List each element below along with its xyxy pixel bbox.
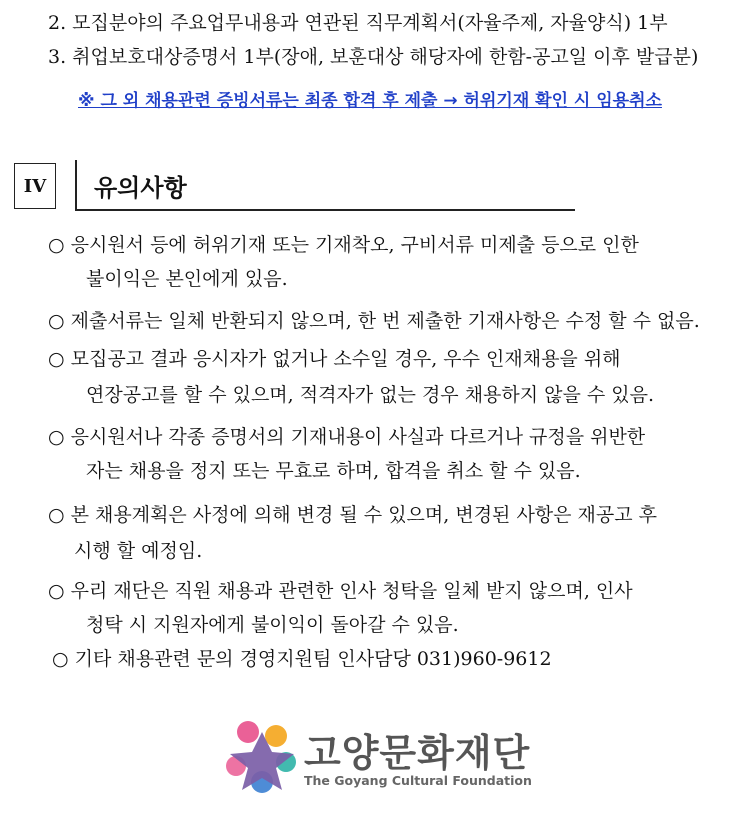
notice-item-1-line-2: 불이익은 본인에게 있음. xyxy=(86,268,288,290)
notice-item-1-line-1: ○ 응시원서 등에 허위기재 또는 기재착오, 구비서류 미제출 등으로 인한 xyxy=(48,234,639,256)
section-divider-vertical xyxy=(75,160,77,210)
notice-item-5-line-2: 시행 할 예정임. xyxy=(74,540,203,562)
notice-item-3-line-1: ○ 모집공고 결과 응시자가 없거나 소수일 경우, 우수 인재채용을 위해 xyxy=(48,348,621,370)
notice-item-7-line-1: ○ 기타 채용관련 문의 경영지원팀 인사담당 031)960-9612 xyxy=(52,648,552,670)
section-divider-horizontal xyxy=(75,209,575,211)
notice-item-6-line-2: 청탁 시 지원자에게 불이익이 돌아갈 수 있음. xyxy=(86,614,459,636)
notice-text: ※ 그 외 채용관련 증빙서류는 최종 합격 후 제출 → 허위기재 확인 시 임용취소 xyxy=(78,91,662,111)
notice-item-4-line-2: 자는 채용을 정지 또는 무효로 하며, 합격을 취소 할 수 있음. xyxy=(86,460,581,482)
section-title: 유의사항 xyxy=(94,174,187,202)
notice-item-2-line-1: ○ 제출서류는 일체 반환되지 않으며, 한 번 제출한 기재사항은 수정 할 수 없음. xyxy=(48,310,700,332)
notice-item-5-line-1: ○ 본 채용계획은 사정에 의해 변경 될 수 있으며, 변경된 사항은 재공고 후 xyxy=(48,504,658,526)
notice-item-6-line-1: ○ 우리 재단은 직원 채용과 관련한 인사 청탁을 일체 받지 않으며, 인사 xyxy=(48,580,633,602)
section-number-box: IV xyxy=(14,163,56,209)
logo-english-name: The Goyang Cultural Foundation xyxy=(304,773,532,788)
notice-item-3-line-2: 연장공고를 할 수 있으며, 적격자가 없는 경우 채용하지 않을 수 있음. xyxy=(86,384,655,406)
logo-korean-name: 고양문화재단 xyxy=(304,731,531,775)
doc-list-item-2: 2. 모집분야의 주요업무내용과 연관된 직무계획서(자율주제, 자율양식) 1부 xyxy=(48,12,668,34)
notice-item-4-line-1: ○ 응시원서나 각종 증명서의 기재내용이 사실과 다르거나 규정을 위반한 xyxy=(48,426,646,448)
goyang-foundation-logo-icon xyxy=(222,718,302,798)
doc-list-item-3: 3. 취업보호대상증명서 1부(장애, 보훈대상 해당자에 한함-공고일 이후 발급분) xyxy=(48,46,699,68)
